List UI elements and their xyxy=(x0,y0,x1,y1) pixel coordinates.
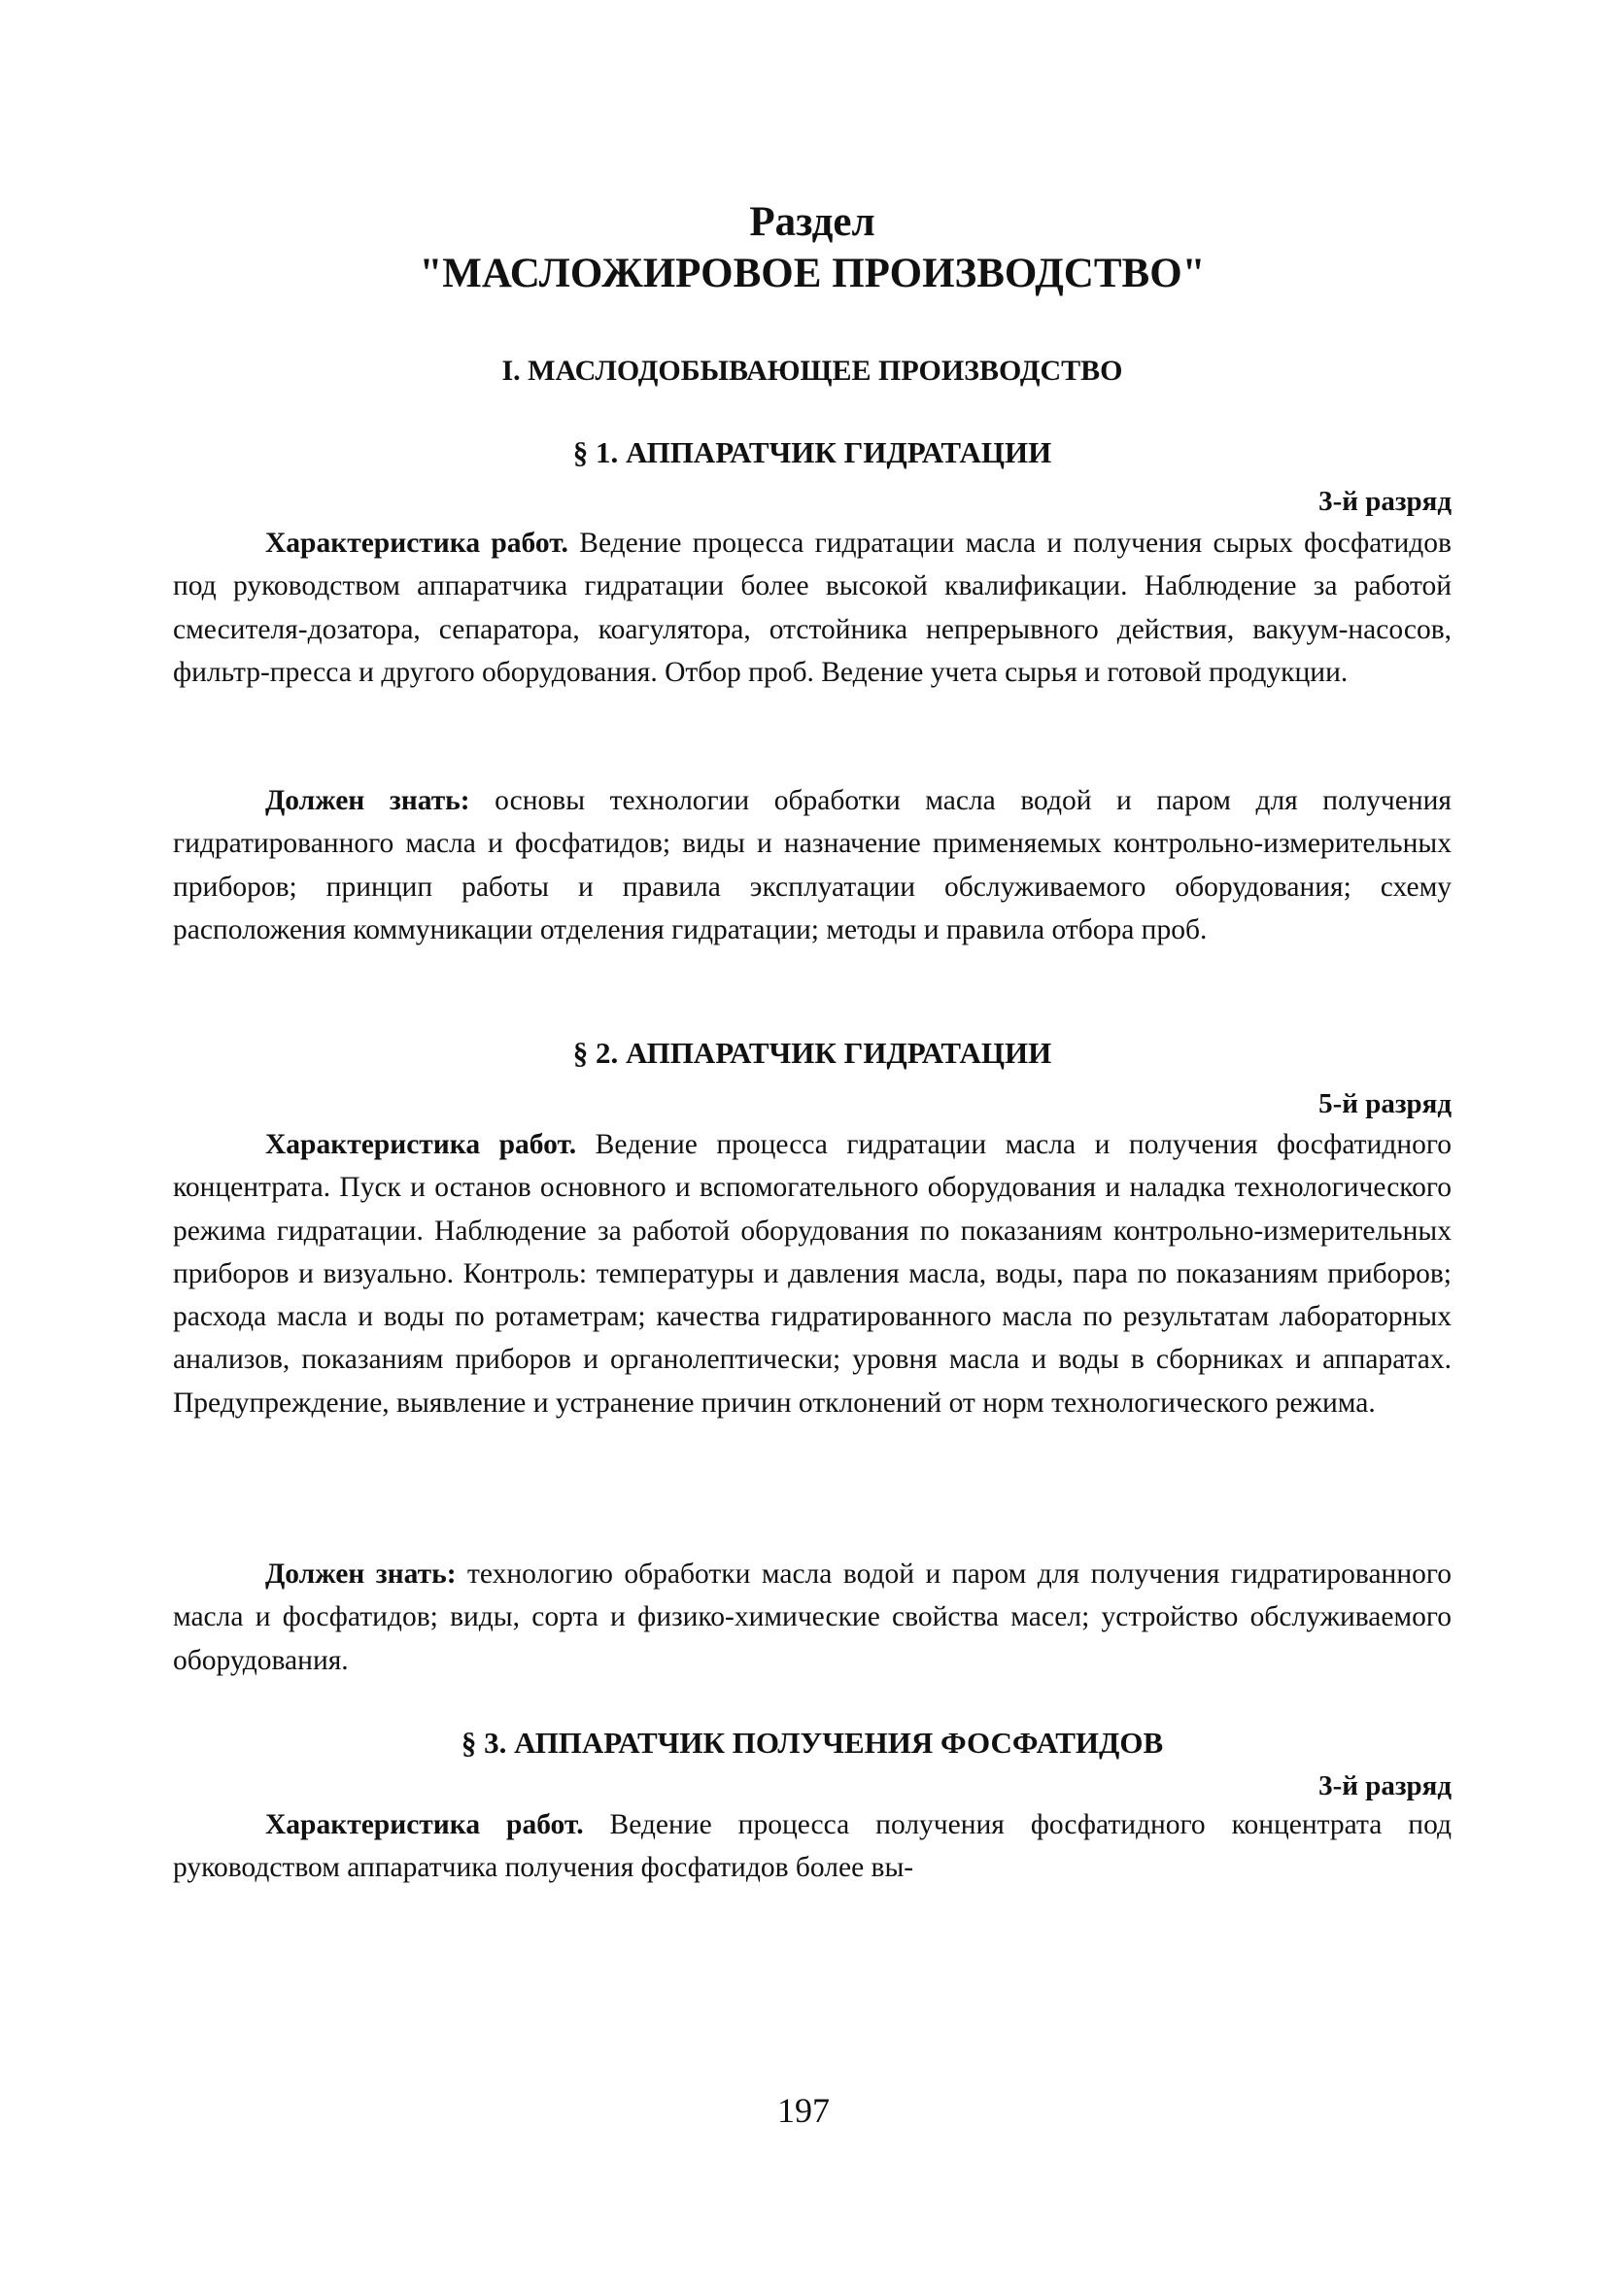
characteristic-text: Ведение процесса получения фосфатидного концентрата под руководством аппаратчика получения фосфатидов более вы- xyxy=(173,1809,1453,1884)
characteristic-label: Характеристика работ. xyxy=(265,1129,577,1160)
grade-label-3: 3-й разряд xyxy=(1318,1770,1452,1801)
grade-label-2: 5-й разряд xyxy=(1318,1088,1452,1119)
knowledge-label: Должен знать: xyxy=(265,1559,457,1590)
knowledge-text: технологию обработки масла водой и паром для получения гидратированного масла и фосфатидов; виды, сорта и физико-химические свойства масел; устройство обслуживаемого оборудования. xyxy=(173,1559,1452,1676)
characteristic-paragraph-3 xyxy=(173,1803,1452,1890)
characteristic-label: Характеристика работ. xyxy=(265,528,568,559)
knowledge-paragraph-2 xyxy=(173,1553,1452,1682)
section-title: "МАСЛОЖИРОВОЕ ПРОИЗВОДСТВО" xyxy=(419,251,1206,296)
section-label: Раздел xyxy=(749,199,875,245)
knowledge-label: Должен знать: xyxy=(265,785,470,816)
characteristic-paragraph-1 xyxy=(173,522,1452,694)
characteristic-paragraph-2 xyxy=(173,1123,1452,1424)
part-heading: I. МАСЛОДОБЫВАЮЩЕЕ ПРОИЗВОДСТВО xyxy=(501,355,1123,387)
knowledge-paragraph-1 xyxy=(173,779,1452,951)
characteristic-label: Характеристика работ. xyxy=(265,1809,584,1840)
grade-label-1: 3-й разряд xyxy=(1318,486,1452,517)
paragraph-heading-3: § 3. АППАРАТЧИК ПОЛУЧЕНИЯ ФОСФАТИДОВ xyxy=(461,1726,1164,1760)
paragraph-heading-2: § 2. АППАРАТЧИК ГИДРАТАЦИИ xyxy=(572,1036,1052,1070)
knowledge-text: основы технологии обработки масла водой и паром для получения гидратированного масла и фосфатидов; виды и назначение применяемых контрольно-измерительных приборов; принцип работы и правила эксплуатации обслуживаемого оборудования; схему расположения коммуникации отделения гидратации; методы и правила отбора проб. xyxy=(173,785,1452,945)
paragraph-heading-1: § 1. АППАРАТЧИК ГИДРАТАЦИИ xyxy=(572,435,1052,469)
page-number: 197 xyxy=(777,2091,830,2130)
characteristic-text: Ведение процесса гидратации масла и получения фосфатидного концентрата. Пуск и останов основного и вспомогательного оборудования и наладка технологического режима гидратации. Наблюдение за работой оборудования по показаниям контрольно-измерительных приборов и визуально. Контроль: температуры и давления масла, воды, пара по показаниям приборов; расхода масла и воды по ротаметрам; качества гидратированного масла по результатам лабораторных анализов, показаниям приборов и органолептически; уровня масла и воды в сборниках и аппаратах. Предупреждение, выявление и устранение причин отклонений от норм технологического режима. xyxy=(173,1129,1452,1419)
characteristic-text: Ведение процесса гидратации масла и получения сырых фосфатидов под руководством аппаратчика гидратации более высокой квалификации. Наблюдение за работой смесителя-дозатора, сепаратора, коагулятора, отстойника непрерывного действия, вакуум-насосов, фильтр-пресса и другого оборудования. Отбор проб. Ведение учета сырья и готовой продукции. xyxy=(173,528,1452,688)
